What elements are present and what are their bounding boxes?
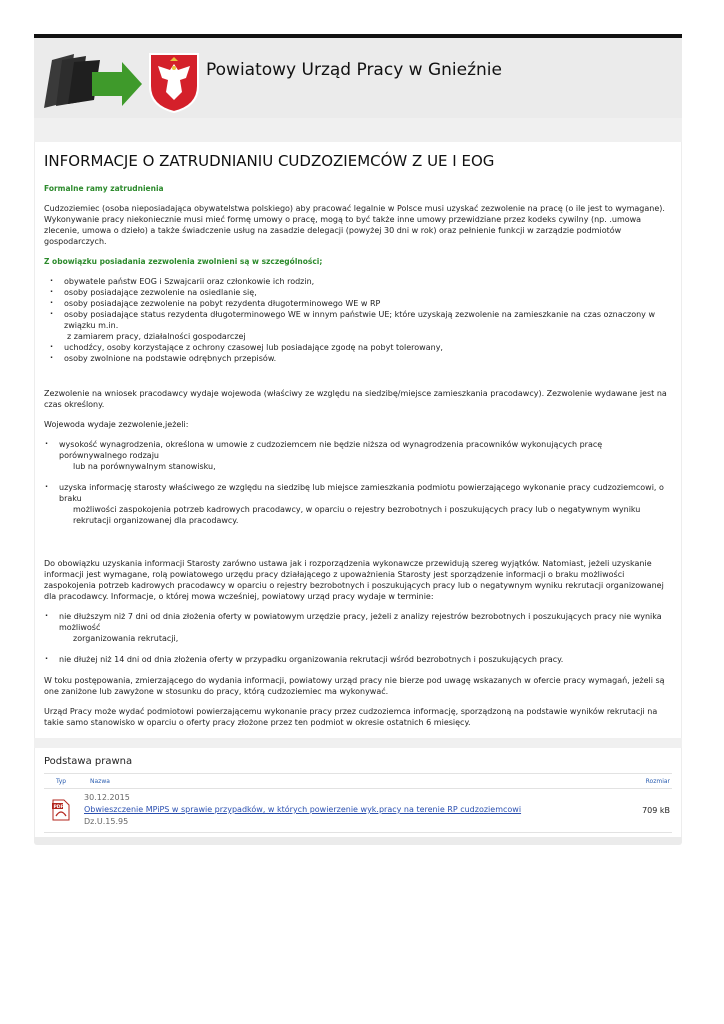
list-item: · osoby zwolnione na podstawie odrębnych przepisów. (44, 353, 672, 364)
list-item (44, 439, 672, 472)
conditions-list (44, 439, 672, 526)
duty-paragraph: Do obowiązku uzyskania informacji Starosty zarówno ustawa jak i rozporządzenia wykonawcze przewidują szereg wyjątków. Natomiast, jeżeli uzyskanie informacji jest wymagane, rolą powiatowego urzędu pracy działającego z upoważnienia Starosty jest sporządzenie informacji o braku możliwości zaspokojenia potrzeb kadrowych pracodawcy w oparciu o rejestry bezrobotnych i poszukujących pracy lub o negatywnym wyniku rekrutacji organizowanej dla pracodawcy. Informacje, o której mowa wcześniej, powiatowy urząd pracy wydaje w terminie: (44, 559, 664, 601)
list-item: · osoby posiadające zezwolenie na osiedlanie się, (44, 287, 672, 298)
svg-text:PDF: PDF (53, 805, 64, 810)
list-item-text: osoby posiadające status rezydenta długoterminowego WE w innym państwie UE; które uzyskają zezwolenie na zamieszkanie na czas oznaczony w związku m.in. (64, 310, 656, 330)
legal-basis-title: Podstawa prawna (44, 756, 133, 767)
site-title[interactable]: Powiatowy Urząd Pracy w Gnieźnie (206, 60, 502, 80)
eagle-crest-icon (148, 52, 200, 114)
pdf-icon[interactable] (52, 799, 70, 821)
file-type-cell (44, 792, 84, 828)
exempt-list (44, 276, 672, 364)
column-type: Typ (56, 778, 67, 785)
spacer (44, 380, 672, 388)
bottom-bar (34, 837, 682, 845)
file-code: Dz.U.15.95 (84, 817, 129, 826)
list-item (44, 611, 672, 644)
spacer (44, 536, 672, 558)
column-name: Nazwa (90, 778, 110, 785)
site-header (34, 38, 682, 118)
file-size: 709 kB (642, 806, 670, 815)
procedure-paragraph: W toku postępowania, zmierzającego do wydania informacji, powiatowy urząd pracy nie bierze pod uwagę wskazanych w ofercie pracy wymagań, jeżeli są one zaniżone lub zawyżone w stosunku do pracy, którą cudzoziemiec ma wykonywać. (44, 676, 665, 696)
article-content (34, 142, 682, 738)
list-item (44, 482, 672, 526)
separator (34, 738, 682, 748)
office-paragraph: Urząd Pracy może wydać podmiotowi powierzającemu wykonanie pracy przez cudzoziemca informację, sporządzoną na podstawie wyników rekrutacji na takie samo stanowisko w oparciu o oferty pracy złożone przez ten podmiot w okresie ostatnich 6 miesięcy. (44, 707, 658, 727)
intro-paragraph: Cudzoziemiec (osoba nieposiadająca obywatelstwa polskiego) aby pracować legalnie w Polsce musi uzyskać zezwolenie na pracę (o ile jest to wymagane). Wykonywanie pracy niekoniecznie musi mieć formę umowy o pracę, mogą to być także inne umowy przewidziane przez kodeks cywilny (np. .umowa zlecenie, umowa o dzieło) a także świadczenie usług na zasadzie delegacji (powyżej 30 dni w rok) oraz pełnienie funkcji w zarządzie podmiotów gospodarczych. (44, 204, 665, 246)
list-item: · obywatele państw EOG i Szwajcarii oraz członkowie ich rodzin, (44, 276, 672, 287)
permit-paragraph: Zezwolenie na wniosek pracodawcy wydaje wojewoda (właściwy ze względu na siedzibę/miejsce zamieszkania pracodawcy). Zezwolenie wydawane jest na czas określony. (44, 389, 667, 409)
list-item-text: wysokość wynagrodzenia, określona w umowie z cudzoziemcem nie będzie niższa od wynagrodzenia pracowników wykonujących pracę porównywalnego rodzaju (59, 440, 603, 460)
list-item: · uchodźcy, osoby korzystające z ochrony czasowej lub posiadające zgodę na pobyt tolerowany, (44, 342, 672, 353)
section-heading-formal: Formalne ramy zatrudnienia (44, 184, 164, 193)
cards-arrow-icon[interactable] (38, 50, 146, 114)
column-size: Rozmiar (645, 778, 670, 785)
list-item-continuation: zorganizowania rekrutacji, (73, 634, 179, 643)
page (34, 34, 682, 845)
terms-list (44, 611, 672, 665)
file-meta (84, 792, 624, 828)
files-table (44, 773, 672, 833)
list-item-text: uzyska informację starosty właściwego ze względu na siedzibę lub miejsce zamieszkania podmiotu powierzającego wykonanie pracy cudzoziemcowi, o braku (59, 483, 664, 503)
legal-basis-section (34, 748, 682, 837)
file-download-link[interactable]: Obwieszczenie MPiPS w sprawie przypadków, w których powierzenie wyk.pracy na terenie RP cudzoziemcowi (84, 805, 522, 814)
files-table-header (44, 774, 672, 789)
section-heading-exempt: Z obowiązku posiadania zezwolenia zwolnieni są w szczególności; (44, 257, 323, 266)
file-date: 30.12.2015 (84, 793, 130, 802)
list-item-continuation: z zamiarem pracy, działalności gospodarczej (67, 332, 246, 341)
voivode-paragraph: Wojewoda wydaje zezwolenie,jeżeli: (44, 420, 189, 429)
page-title: INFORMACJE O ZATRUDNIANIU CUDZOZIEMCÓW Z UE I EOG (44, 152, 495, 170)
list-item: · osoby posiadające zezwolenie na pobyt rezydenta długoterminowego WE w RP (44, 298, 672, 309)
list-item-text: nie dłuższym niż 7 dni od dnia złożenia oferty w powiatowym urzędzie pracy, jeżeli z analizy rejestrów bezrobotnych i poszukujących pracy nie wynika możliwość (59, 612, 662, 632)
gap (34, 118, 682, 142)
list-item (44, 309, 672, 342)
list-item-continuation: lub na porównywalnym stanowisku, (73, 462, 216, 471)
table-row (44, 789, 672, 833)
list-item-continuation: możliwości zaspokojenia potrzeb kadrowych pracodawcy, w oparciu o rejestry bezrobotnych i poszukujących pracy lub o negatywnym wyniku rekrutacji organizowanej dla pracodawcy. (73, 505, 641, 525)
list-item: · nie dłużej niż 14 dni od dnia złożenia oferty w przypadku organizowania rekrutacji wśród bezrobotnych i poszukujących pracy. (44, 654, 672, 665)
